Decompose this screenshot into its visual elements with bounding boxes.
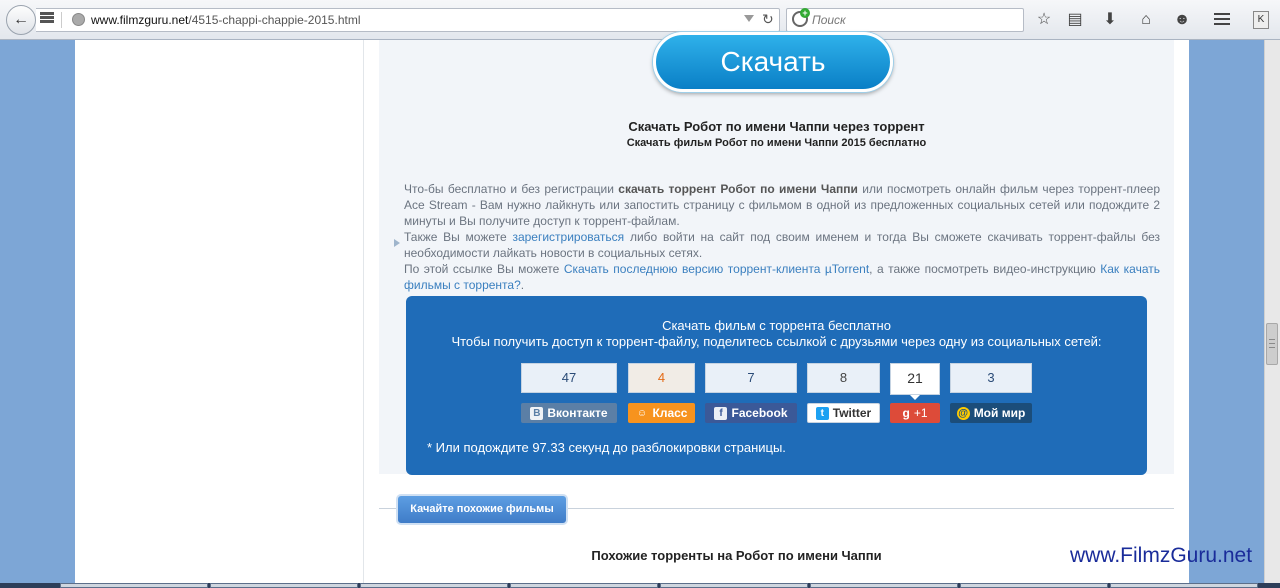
page-subtitle: Скачать фильм Робот по имени Чаппи 2015 бесплатно	[626, 137, 927, 149]
moimir-share-button[interactable]	[950, 403, 1032, 423]
similar-films-tab[interactable]: Качайте похожие фильмы	[396, 494, 568, 525]
url-domain: www.filmzguru.net	[91, 13, 189, 27]
back-button[interactable]	[6, 5, 36, 35]
bookmark-star-icon[interactable]: ☆	[1036, 11, 1052, 28]
page-title: Скачать Робот по имени Чаппи через торрент	[628, 119, 925, 134]
facebook-label: Facebook	[731, 406, 788, 420]
vk-icon: B	[530, 407, 543, 420]
downloads-icon[interactable]: ⬇	[1103, 11, 1117, 28]
scrollbar-grip	[1269, 343, 1275, 344]
desc-text: , а также посмотреть видео-инструкцию	[869, 262, 1101, 276]
google-plus-share-button[interactable]	[890, 403, 940, 423]
scrollbar-thumb[interactable]	[1266, 323, 1278, 365]
twitter-share-button[interactable]	[807, 403, 880, 423]
desc-bold: скачать торрент Робот по имени Чаппи	[618, 182, 858, 196]
left-sidebar	[75, 40, 363, 588]
google-plus-label: +1	[913, 406, 928, 420]
site-identity-icon[interactable]	[72, 13, 85, 26]
browser-toolbar	[0, 0, 1280, 40]
moimir-icon: @	[958, 407, 969, 419]
share-description: Чтобы получить доступ к торрент-файлу, поделитесь ссылкой с друзьями через одну из социальных сетей:	[451, 334, 1102, 349]
menu-icon[interactable]	[1212, 10, 1232, 30]
taskbar-item[interactable]	[510, 583, 658, 588]
taskbar-strip	[0, 583, 1280, 588]
description-paragraph-3	[404, 261, 1160, 293]
taskbar-item[interactable]	[1110, 583, 1258, 588]
home-icon[interactable]: ⌂	[1141, 11, 1151, 28]
countdown-note: * Или подождите 97.33 секунд до разблокировки страницы.	[427, 440, 786, 455]
watermark: www.FilmzGuru.net	[1070, 544, 1253, 567]
url-separator	[61, 12, 62, 28]
howto-link[interactable]: Как качать фильмы с торрента?	[404, 262, 1161, 292]
desc-text: или посмотреть онлайн фильм через торрент-плеер Ace Stream - Вам нужно лайкнуть или запостить страницу с фильмом в одной из предложенных социальных сетей или подождите 2 минуты и Вы получите доступ к торрент-файлам.	[404, 182, 1160, 228]
odnoklassniki-label: Класс	[652, 406, 688, 420]
desc-text: .	[520, 278, 525, 292]
taskbar-item[interactable]	[60, 583, 208, 588]
scrollbar-track[interactable]	[1264, 40, 1280, 584]
download-button[interactable]: Скачать	[653, 32, 893, 92]
add-search-engine-icon: +	[800, 8, 810, 18]
scrollbar-grip	[1269, 339, 1275, 340]
moimir-label: Мой мир	[973, 406, 1026, 420]
bookmarks-list-icon[interactable]	[40, 12, 54, 24]
google-plus-count: 21	[890, 363, 940, 395]
back-arrow-icon: ←	[13, 11, 29, 28]
extension-k-button[interactable]: K	[1253, 11, 1269, 29]
scrollbar-grip	[1269, 347, 1275, 348]
odnoklassniki-icon: ☺	[636, 407, 648, 419]
taskbar-item[interactable]	[210, 583, 358, 588]
desc-text: По этой ссылке Вы можете	[404, 262, 564, 276]
utorrent-link[interactable]: Скачать последнюю версию торрент-клиента µTorrent	[563, 262, 870, 276]
vk-label: Вконтакте	[547, 406, 608, 420]
share-title: Скачать фильм с торрента бесплатно	[662, 318, 891, 333]
description-text	[404, 181, 1160, 293]
register-link[interactable]: зарегистрироваться	[512, 230, 625, 244]
taskbar-item[interactable]	[960, 583, 1108, 588]
vk-count: 47	[521, 363, 617, 393]
description-paragraph-2	[404, 229, 1160, 261]
description-paragraph-1	[404, 181, 1160, 229]
reload-icon[interactable]: ↻	[762, 11, 774, 27]
search-placeholder: Поиск	[812, 13, 846, 27]
taskbar-item[interactable]	[660, 583, 808, 588]
desc-text: Что-бы бесплатно и без регистрации	[404, 182, 619, 196]
twitter-count: 8	[807, 363, 880, 393]
url-path: /4515-chappi-chappie-2015.html	[188, 13, 361, 27]
google-plus-icon: g	[902, 406, 910, 420]
twitter-icon: t	[816, 407, 829, 420]
collapse-arrow-icon[interactable]	[394, 239, 400, 247]
taskbar-item[interactable]	[360, 583, 508, 588]
google-plus-count-tail	[910, 395, 920, 400]
taskbar-item[interactable]	[810, 583, 958, 588]
moimir-count: 3	[950, 363, 1032, 393]
url-dropdown-icon[interactable]	[744, 15, 754, 22]
facebook-icon: f	[714, 407, 727, 420]
similar-torrents-heading: Похожие торренты на Робот по имени Чаппи	[591, 548, 882, 563]
url-text[interactable]	[91, 13, 361, 27]
vk-share-button[interactable]	[521, 403, 617, 423]
desc-text: либо войти на сайт под своим именем и тогда Вы сможете скачивать торрент-файлы без необходимости лайкать новости в социальных сетях.	[404, 230, 1160, 260]
desc-text: Также Вы можете	[404, 230, 513, 244]
reading-list-icon[interactable]: ▤	[1067, 11, 1083, 28]
odnoklassniki-share-button[interactable]	[628, 403, 695, 423]
twitter-label: Twitter	[832, 406, 872, 420]
odnoklassniki-count: 4	[628, 363, 695, 393]
social-icon[interactable]: ☻	[1173, 11, 1191, 28]
facebook-share-button[interactable]	[705, 403, 797, 423]
facebook-count: 7	[705, 363, 797, 393]
